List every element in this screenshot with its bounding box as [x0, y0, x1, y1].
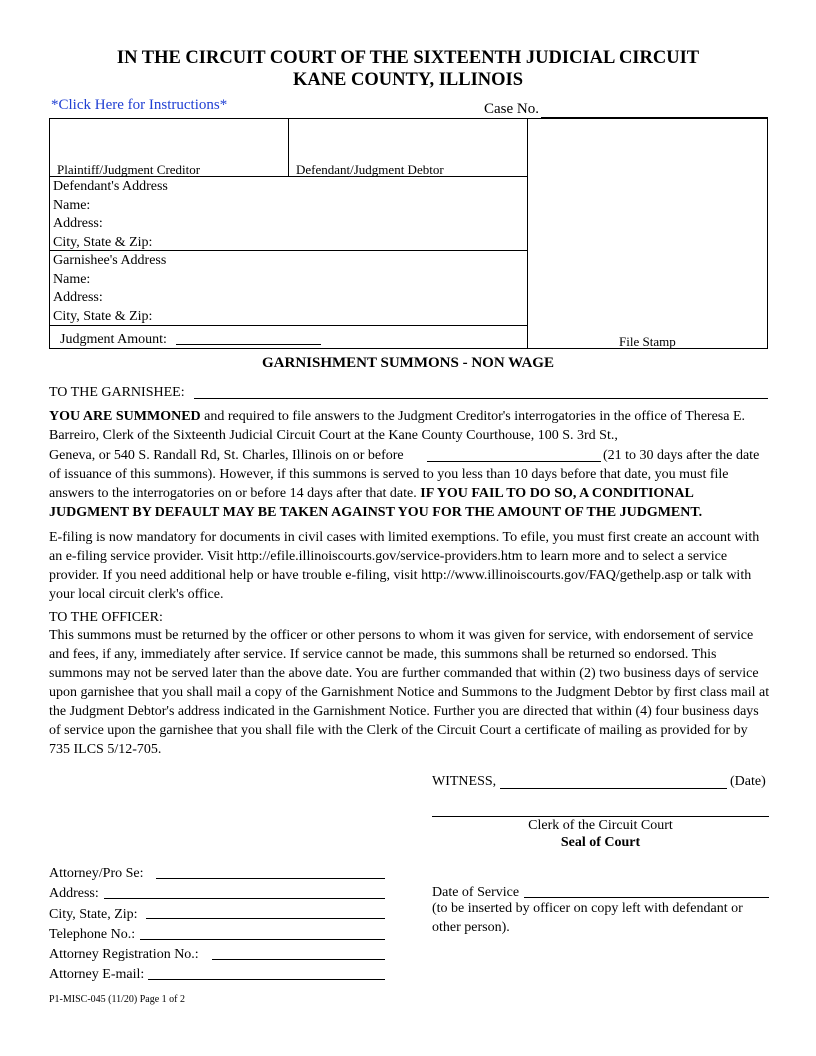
attorney-registration-label: Attorney Registration No.: — [49, 947, 199, 962]
attorney-phone-label: Telephone No.: — [49, 927, 136, 942]
attorney-city-field[interactable] — [146, 918, 385, 919]
attorney-registration-field[interactable] — [212, 959, 385, 960]
attorney-address-field[interactable] — [104, 898, 385, 899]
garnishee-address-label[interactable]: Address: — [53, 290, 103, 305]
judgment-amount-label: Judgment Amount: — [60, 332, 167, 347]
witness-field[interactable] — [500, 788, 727, 789]
file-stamp-label: File Stamp — [619, 334, 676, 349]
defendant-address-heading: Defendant's Address — [53, 179, 168, 194]
court-name: IN THE CIRCUIT COURT OF THE SIXTEENTH JUDICIAL CIRCUIT — [116, 48, 700, 68]
judgment-amount-field[interactable] — [176, 344, 321, 345]
attorney-field[interactable] — [156, 878, 385, 879]
garnishee-city-label[interactable]: City, State & Zip: — [53, 309, 153, 324]
officer-instructions: This summons must be returned by the officer or other persons to whom it was given for service, with endorsement of service and fees, if any, immediately after service. If service cannot be made, this summons shall be returned so endorsed. This summons may not be served later than the above date. You are further commanded that within (2) two business days of service upon garnishee that you shall mail a copy of the Garnishment Notice and Summons to the Judgment Debtor by first class mail at the Judgment Debtor's address indicated in the Garnishment Notice. Further you are directed that within (4) four business days of service upon the garnishee that you shall file with the Clerk of the Circuit Court a certificate of mailing as provided for by 735 ILCS 5/12-705. — [49, 628, 770, 757]
form-title: GARNISHMENT SUMMONS - NON WAGE — [262, 355, 554, 371]
summons-lead: YOU ARE SUMMONED — [49, 409, 201, 424]
attorney-email-field[interactable] — [148, 979, 385, 980]
instructions-link[interactable]: *Click Here for Instructions* — [51, 97, 228, 113]
summons-text-3: (21 to 30 days after the date — [603, 448, 760, 463]
defendant-address-label[interactable]: Address: — [53, 216, 103, 231]
witness-label: WITNESS, — [432, 774, 497, 789]
summons-text-1: and required to file answers to the Judgment Creditor's interrogatories in the office of Theresa E. Barreiro, Clerk of the Sixteenth Judicial Circuit Court at the Kane County Courthouse, 100 S. 3rd St., — [49, 409, 746, 443]
defendant-city-label[interactable]: City, State & Zip: — [53, 235, 153, 250]
garnishee-address-heading: Garnishee's Address — [53, 253, 167, 268]
summons-paragraph-2 — [49, 465, 771, 522]
defendant-name-label[interactable]: Name: — [53, 198, 91, 213]
summons-text-4: of issuance of this summons). However, if this summons is served to you less than 10 days before that date, you must file answers to the interrogatories on or before 14 days after that date. — [49, 467, 729, 501]
clerk-label: Clerk of the Circuit Court — [528, 818, 673, 833]
attorney-email-label: Attorney E-mail: — [49, 967, 145, 982]
default-warning: IF YOU FAIL TO DO SO, A CONDITIONAL JUDGMENT BY DEFAULT MAY BE TAKEN AGAINST YOU FOR THE AMOUNT OF THE JUDGMENT. — [49, 486, 703, 520]
case-no-label: Case No. — [484, 101, 539, 117]
county-name: KANE COUNTY, ILLINOIS — [292, 70, 524, 90]
form-footer: P1-MISC-045 (11/20) Page 1 of 2 — [49, 994, 186, 1005]
caption-divider — [527, 118, 528, 349]
to-garnishee-label: TO THE GARNISHEE: — [49, 385, 185, 400]
defendant-label: Defendant/Judgment Debtor — [296, 162, 444, 177]
garnishee-name-label[interactable]: Name: — [53, 272, 91, 287]
attorney-address-label: Address: — [49, 886, 99, 901]
garnishee-name-field[interactable] — [194, 398, 768, 399]
seal-label: Seal of Court — [560, 835, 641, 850]
attorney-label: Attorney/Pro Se: — [49, 866, 144, 881]
witness-date-label: (Date) — [730, 774, 766, 789]
party-divider — [288, 118, 289, 176]
plaintiff-label: Plaintiff/Judgment Creditor — [57, 162, 201, 177]
service-date-label: Date of Service — [432, 885, 520, 900]
caption-box — [49, 118, 768, 349]
summons-paragraph-1 — [49, 407, 771, 445]
attorney-city-label: City, State, Zip: — [49, 907, 138, 922]
service-note: (to be inserted by officer on copy left with defendant or other person). — [432, 901, 743, 935]
service-date-field[interactable] — [524, 897, 769, 898]
officer-heading: TO THE OFFICER: — [49, 610, 163, 625]
efiling-notice: E-filing is now mandatory for documents in civil cases with limited exemptions. To efile, you must first create an account with an e-filing service provider. Visit http://efile.illinoiscourts.gov/service-providers.htm to learn more and to select a service provider. If you need additional help or have trouble e-filing, visit http://www.illinoiscourts.gov/FAQ/gethelp.asp or talk with your local circuit clerk's office. — [49, 530, 760, 602]
summons-text-2: Geneva, or 540 S. Randall Rd, St. Charles, Illinois on or before — [49, 448, 404, 463]
attorney-phone-field[interactable] — [140, 939, 385, 940]
answer-date-field[interactable] — [427, 461, 601, 462]
